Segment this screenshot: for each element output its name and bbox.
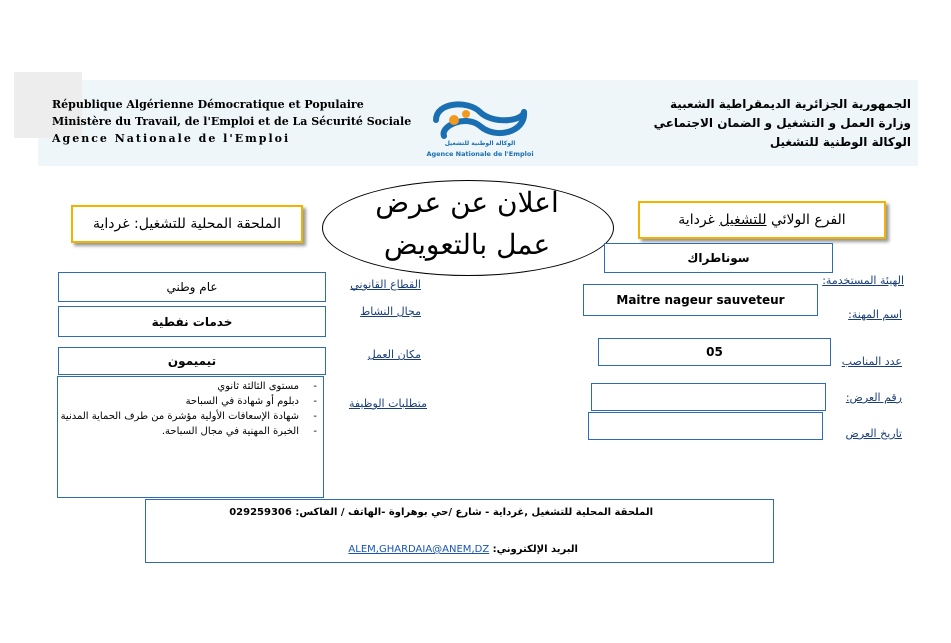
header-fr-line-2: Ministère du Travail, de l'Emploi et de La Sécurité Sociale [52, 115, 412, 128]
header-ar-line-3: الوكالة الوطنية للتشغيل [769, 135, 911, 149]
offer-date-label: تاريخ العرض [845, 427, 902, 440]
requirements-label: متطلبات الوظيفة [348, 397, 427, 410]
header-ar-line-2: وزارة العمل و التشغيل و الضمان الاجتماعي [653, 116, 911, 130]
positions-label: عدد المناصب [841, 355, 902, 368]
activity-field-label: مجال النشاط [360, 305, 421, 318]
legal-sector-value: عام وطني [58, 272, 326, 302]
footer-email-link[interactable]: ALEM,GHARDAIA@ANEM,DZ [348, 544, 490, 555]
offer-date-value [588, 412, 823, 440]
requirement-item: - دبلوم أو شهادة في السباحة [58, 394, 323, 409]
footer-address: الملحقة المحلية للتشغيل ,غرداية - شارع /حي بوهراوة -الهاتف / الفاكس: 029259306 [229, 507, 653, 518]
offer-title-line-2: عمل بالتعويض [383, 228, 551, 261]
offer-number-value [591, 383, 826, 411]
offer-number-label: رقم العرض: [845, 391, 902, 404]
activity-field-value: خدمات نفطية [58, 306, 326, 337]
employer-label: الهيئة المستخدمة: [822, 274, 904, 287]
footer-email-label: البريد الإلكتروني: [492, 544, 578, 555]
requirement-item: - مستوى الثالثة ثانوي [58, 379, 323, 394]
profession-value: Maitre nageur sauveteur [583, 284, 818, 316]
requirement-item: - الخبرة المهنية في مجال السباحة. [58, 424, 323, 439]
requirements-box [57, 376, 324, 498]
header-ar-line-1: الجمهورية الجزائرية الديمقراطية الشعبية [669, 97, 911, 111]
footer-email-row [348, 544, 578, 555]
positions-value: 05 [598, 338, 831, 366]
legal-sector-label: القطاع القانوني [350, 278, 421, 291]
workplace-label: مكان العمل [367, 348, 421, 361]
title-box-local-agency: الملحقة المحلية للتشغيل: غرداية [71, 205, 303, 243]
profession-label: اسم المهنة: [848, 308, 902, 321]
offer-title-line-1: اعلان عن عرض [375, 186, 559, 219]
title-underlined-word: للتشغيل [719, 212, 767, 228]
logo-caption-fr: Agence Nationale de l'Emploi [426, 150, 534, 158]
title-box-regional-branch: الفرع الولائي للتشغيل غرداية [638, 201, 886, 239]
header-fr-line-1: République Algérienne Démocratique et Populaire [52, 98, 364, 111]
footer-contact-box [145, 499, 774, 563]
employer-value: سوناطراك [604, 243, 833, 273]
logo-caption-ar: الوكالة الوطنية للتشغيل [444, 140, 516, 147]
requirement-item: - شهادة الإسعافات الأولية مؤشرة من طرف الحماية المدنية [58, 409, 323, 424]
header-fr-line-3: Agence Nationale de l'Emploi [52, 132, 291, 145]
workplace-value: تيميمون [58, 347, 326, 375]
